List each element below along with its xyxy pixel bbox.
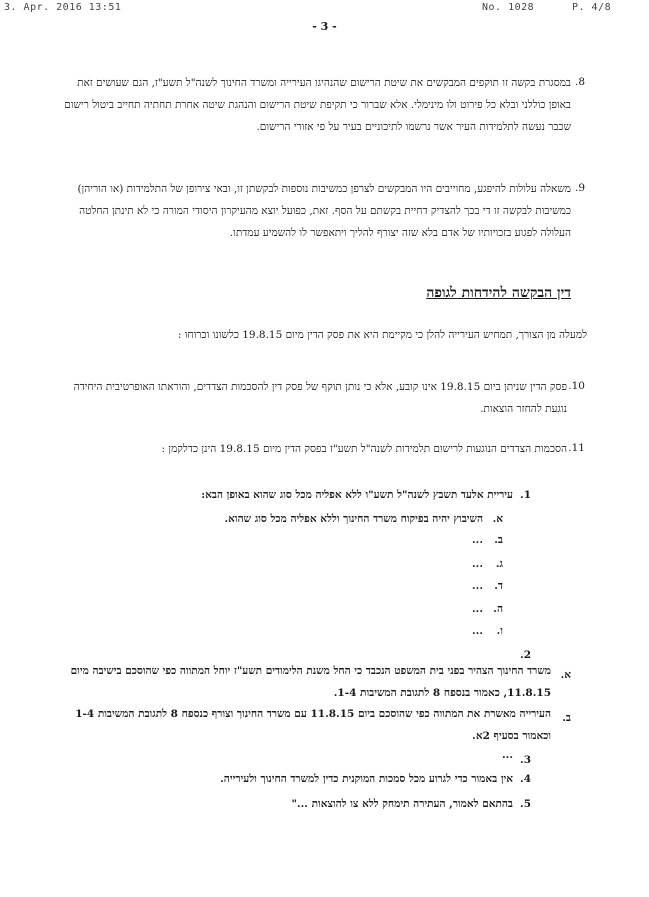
- item-3: ...: [502, 749, 513, 761]
- item-1f-letter: ו.: [496, 625, 503, 637]
- fax-number: No. 1028: [482, 2, 535, 13]
- paragraph-10-number: 10.: [568, 380, 585, 392]
- item-2-number: 2.: [520, 649, 531, 661]
- item-1b: ...: [472, 534, 483, 546]
- item-3-number: 3.: [520, 754, 531, 766]
- item-1f: ...: [472, 625, 483, 637]
- paragraph-9: משאלה עלולות להיפגע, מחוייבים היו המבקשים לצרפן כמשיבות נוספות לבקשתן זו, ובאי צירופן של התלמידות (או הוריהן) כמשיבות לבקשה זו די בכך להצדיק דחיית בקשתם על הסף. זאת, כפועל יוצא מהעיקרון היסודי המורה כי לא תינתן החלטה העלולה לפגוע בזכויותיו של אדם בלא שזה יצורף להליך ויתאפשר לו להשמיע עמדתו.: [77, 183, 571, 239]
- paragraph-11: הסכמות הצדדים הנוגעות לרישום תלמידות לשנה"ל תשע"ז בפסק הדין מיום 19.8.15 הינן כדלקמן :: [161, 443, 567, 455]
- item-1: עיריית אלעד תשבץ לשנה"ל תשע"ו ללא אפליה מכל סוג שהוא באופן הבא:: [201, 489, 513, 501]
- item-5-number: 5.: [520, 798, 531, 810]
- item-1d: ...: [472, 580, 483, 592]
- paragraph-10: פסק הדין שניתן ביום 19.8.15 אינו קובע, אלא כי נותן תוקף של פסק דין להסכמות הצדדים, והוראתו האופרטיבית היחידה נוגעת להחזר הוצאות.: [73, 381, 567, 415]
- paragraph-9-number: 9.: [574, 182, 585, 194]
- item-2b: העירייה מאשרת את המתווה כפי שהוסכם ביום 11.8.15 עם משרד החינוך וצורף כנספח 8 לתגובת המשיבות 1-4 וכאמור בסעיף 2א.: [75, 708, 551, 742]
- item-1e: ...: [472, 603, 483, 615]
- page-number: - 3 -: [312, 20, 337, 33]
- item-4-number: 4.: [520, 773, 531, 785]
- paragraph-11-number: 11.: [568, 442, 585, 454]
- item-1b-letter: ב.: [494, 534, 503, 546]
- item-2a: משרד החינוך הצהיר בפני בית המשפט הנכבד כי החל משנת הלימודים תשע"ז יוחל המתווה כפי שהוסכם בישיבה מיום 11.8.15, כאמור בנספח 8 לתגובת המשיבות 1-4.: [70, 665, 551, 699]
- item-1e-letter: ה.: [493, 603, 503, 615]
- item-2a-letter: א.: [560, 669, 571, 681]
- item-4: אין באמור כדי לגרוע מכל סמכות המוקנית כדין למשרד החינוך ולעירייה.: [220, 773, 513, 785]
- item-1c-letter: ג.: [495, 558, 503, 570]
- item-2b-letter: ב.: [562, 712, 571, 724]
- intro-paragraph: למעלה מן הצורך, תמחיש העירייה להלן כי מקיימת היא את פסק הדין מיום 19.8.15 כלשונו וכרוחו :: [177, 329, 587, 341]
- section-heading: דין הבקשה להידחות לגופה: [426, 285, 571, 301]
- item-1a-letter: א.: [492, 513, 503, 525]
- paragraph-8-number: 8.: [574, 76, 585, 88]
- item-1c: ...: [472, 558, 483, 570]
- fax-date: 3. Apr. 2016 13:51: [4, 2, 122, 13]
- item-1d-letter: ד.: [494, 580, 503, 592]
- item-5: בהתאם לאמור, העתירה תימחק ללא צו להוצאות ...": [291, 798, 513, 810]
- item-1a: השיבוץ יהיה בפיקוח משרד החינוך וללא אפליה מכל סוג שהוא.: [224, 513, 483, 525]
- item-1-number: 1.: [520, 489, 531, 501]
- paragraph-8: במסגרת בקשה זו תוקפים המבקשים את שיטת הרישום שהנהיגו העירייה ומשרד החינוך לשנה"ל תשע"ז, הגם שעושים זאת באופן כוללני ובלא כל פירוט ולו מינימלי. אלא שברור כי תקיפת שיטת הרישום והנהגת שיטה אחרת תחתיה תחייב ביטול רישום שכבר נעשה לתלמידות העיר אשר נרשמו לתיכוניים בעיר על פי אזורי הרישום.: [64, 77, 571, 133]
- fax-page: P. 4/8: [572, 2, 612, 13]
